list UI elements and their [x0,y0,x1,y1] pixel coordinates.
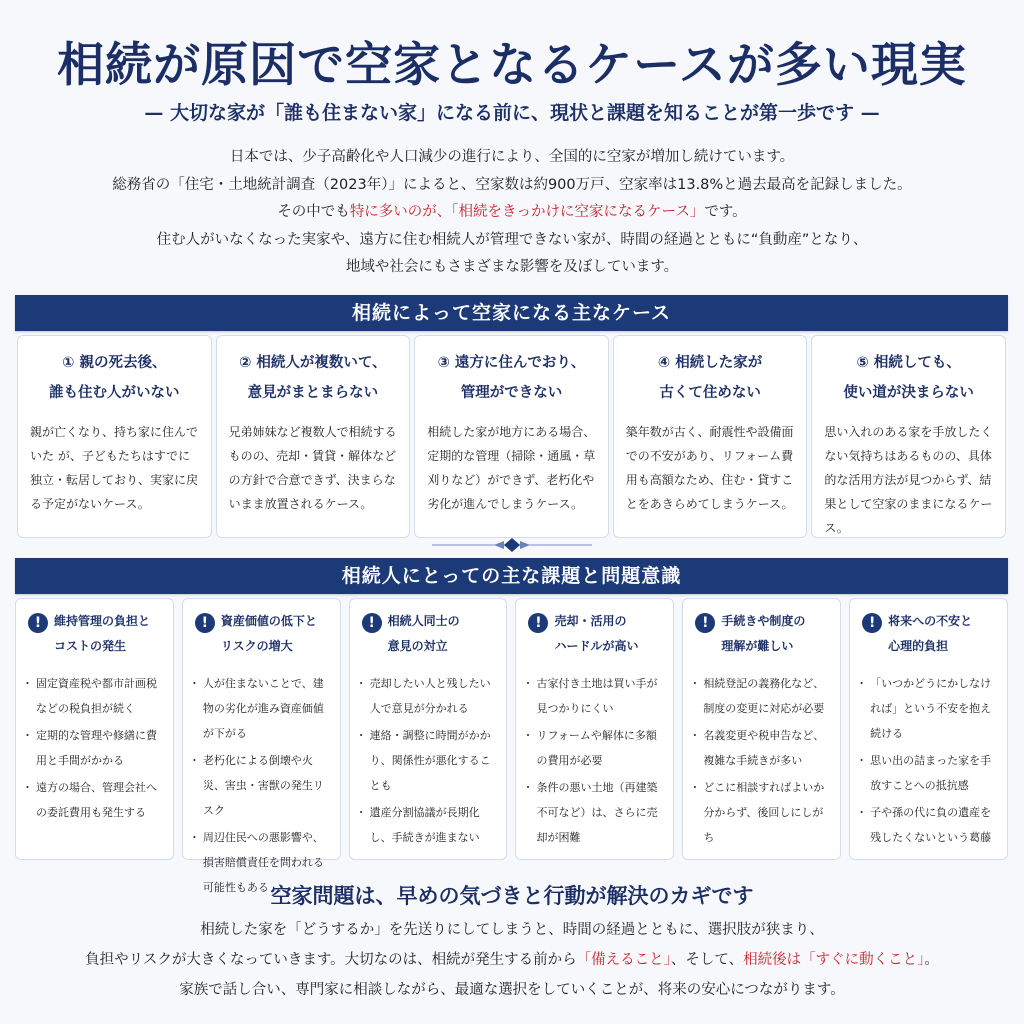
page-title: 相続が原因で空家となるケースが多い現実 [57,38,967,93]
issue-item: ・ リフォームや解体に多額の費用が必要 [524,723,667,773]
case-title-line: ① 親の死去後、 [62,355,167,371]
issue-title-line: 維持管理の負担と [54,614,151,628]
divider-ornament [432,535,592,555]
intro-text [0,144,1024,282]
issue-card [349,598,508,860]
issue-list [24,671,167,825]
cases-grid [17,335,1006,538]
issue-item: ・ 遺産分割協議が長期化し、手続きが進まない [358,800,501,850]
case-body: 築年数が古く、耐震性や設備面での不安があり、リフォーム費用も高額なため、住む・貸すことをあきらめてしまうケース。 [625,425,794,511]
case-title [30,348,199,408]
issue-title-line: 売却・活用の [554,614,627,628]
issue-title-line: コストの発生 [54,639,127,653]
case-card [216,335,411,538]
closing-text-span: 負担やリスクが大きくなっていきます。大切なのは、相続が発生する前から [85,952,577,968]
page-subtitle: — 大切な家が「誰も住まない家」になる前に、現状と課題を知ることが第一歩です — [144,102,880,124]
issue-item: ・ 名義変更や税申告など、複雑な手続きが多い [691,723,834,773]
case-body: 思い入れのある家を手放したくない気持ちはあるものの、具体的な活用方法が見つからず、結果として空家のままになるケース。 [824,425,993,535]
issue-list [524,671,667,850]
issue-title-line: 将来への不安と [888,614,973,628]
issue-card [682,598,841,860]
case-title [626,348,795,408]
issue-card [515,598,674,860]
closing-text-span: 。 [924,952,939,968]
exclamation-icon: ! [28,613,48,633]
issue-item: ・ 固定資産税や都市計画税などの税負担が続く [24,671,167,721]
issue-title-line: 資産価値の低下と [220,614,317,628]
issue-item: ・ 思い出の詰まった家を手放すことへの抵抗感 [858,748,1001,798]
case-card [613,335,808,538]
case-card [414,335,609,538]
issue-title [388,609,460,659]
closing-text-span: 、そして、 [670,952,744,968]
issue-card [15,598,174,860]
case-title-line: ⑤ 相続しても、 [856,355,961,371]
case-title-line: 使い道が決まらない [843,385,974,401]
closing-highlight: 「備えること」 [576,952,671,968]
issue-item: ・ どこに相談すればよいか分からず、後回しにしがち [691,775,834,850]
closing-line: 家族で話し合い、専門家に相談しながら、最適な選択をしていくことが、将来の安心につながります。 [179,982,845,998]
case-title [824,348,993,408]
closing-text [0,915,1024,1005]
case-title-line: ③ 遠方に住んでおり、 [437,355,586,371]
intro-highlight: 特に多いのが、「相続をきっかけに空家になるケース」 [349,204,705,220]
issue-item: ・ 相続登記の義務化など、制度の変更に対応が必要 [691,671,834,721]
issue-list [191,671,334,900]
issue-title-line: 手続きや制度の [721,614,806,628]
cases-heading: 相続によって空家になる主なケース [15,295,1008,331]
issue-item: ・ 定期的な管理や修繕に費用と手間がかかる [24,723,167,773]
issues-grid [15,598,1008,894]
closing-line: 相続した家を「どうするか」を先送りにしてしまうと、時間の経過とともに、選択肢が狭まり、 [200,922,824,938]
issue-list [691,671,834,850]
issue-title [554,609,638,659]
issue-card [849,598,1008,860]
case-card [17,335,212,538]
issue-title [721,609,805,659]
issue-title-line: 相続人同士の [387,614,460,628]
case-title [229,348,398,408]
intro-line: 総務省の「住宅・土地統計調査（2023年）」によると、空家数は約900万戸、空家率は13.8%と過去最高を記録しました。 [112,176,912,193]
case-title-line: 誰も住む人がいない [49,385,180,401]
issue-title-line: ハードルが高い [554,639,639,653]
issue-item: ・ 連絡・調整に時間がかかり、関係性が悪化することも [358,723,501,798]
case-title-line: ④ 相続した家が [657,355,763,371]
issue-header [358,609,501,659]
issue-item: ・ 人が住まないことで、建物の劣化が進み資産価値が下がる [191,671,334,746]
issue-item: ・ 周辺住民への悪影響や、損害賠償責任を問われる可能性もある [191,825,334,900]
intro-line [0,199,1024,227]
issue-header [24,609,167,659]
exclamation-icon: ! [362,613,382,633]
case-title-line: 管理ができない [460,385,563,401]
closing-line [0,945,1024,975]
issue-list [858,671,1001,850]
issue-item: ・ 遠方の場合、管理会社への委託費用も発生する [24,775,167,825]
issue-item: ・ 古家付き土地は買い手が見つかりにくい [524,671,667,721]
issue-title-line: 心理的負担 [888,639,949,653]
intro-text-span: です。 [704,204,747,220]
issue-header [191,609,334,659]
intro-line: 日本では、少子高齢化や人口減少の進行により、全国的に空家が増加し続けています。 [229,149,795,165]
issue-title-line: リスクの増大 [220,639,293,653]
intro-line: 住む人がいなくなった実家や、遠方に住む相続人が管理できない家が、時間の経過とともに“負動産”となり、 [156,231,868,248]
case-body: 親が亡くなり、持ち家に住んでいた が、子どもたちはすでに独立・転居しており、実家に戻る予定がないケース。 [30,425,199,511]
issue-item: ・ 条件の悪い土地（再建築不可など）は、さらに売却が困難 [524,775,667,850]
exclamation-icon: ! [195,613,215,633]
issue-header [524,609,667,659]
issue-list [358,671,501,850]
exclamation-icon: ! [862,613,882,633]
issue-card [182,598,341,894]
issue-title [888,609,972,659]
exclamation-icon: ! [695,613,715,633]
issue-header [858,609,1001,659]
issue-header [691,609,834,659]
exclamation-icon: ! [528,613,548,633]
issue-title-line: 意見の対立 [387,639,448,653]
closing-highlight: 相続後は「すぐに動くこと」 [743,952,925,968]
intro-text-span: その中でも [277,204,350,220]
case-title [427,348,596,408]
case-title-line: 古くて住めない [659,385,761,401]
issue-title [54,609,150,659]
case-body: 兄弟姉妹など複数人で相続するものの、売却・賃貸・解体などの方針で合意できず、決まらないまま放置されるケース。 [228,425,397,511]
issue-item: ・ 老朽化による倒壊や火災、害虫・害獣の発生リスク [191,748,334,823]
issue-title [221,609,317,659]
closing-title: 空家問題は、早めの気づきと行動が解決のカギです [270,883,754,908]
case-title-line: ② 相続人が複数いて、 [239,355,387,371]
issue-title-line: 理解が難しい [721,639,794,653]
issue-item: ・ 子や孫の代に負の遺産を残したくないという葛藤 [858,800,1001,850]
case-card [811,335,1006,538]
case-body: 相続した家が地方にある場合、定期的な管理（掃除・通風・草刈りなど）ができず、老朽化や劣化が進んでしまうケース。 [427,425,596,511]
issue-item: ・ 売却したい人と残したい人で意見が分かれる [358,671,501,721]
issue-item: ・ 「いつかどうにかしなければ」という不安を抱え続ける [858,671,1001,746]
intro-line: 地域や社会にもさまざまな影響を及ぼしています。 [345,259,679,275]
issues-heading: 相続人にとっての主な課題と問題意識 [15,558,1008,594]
case-title-line: 意見がまとまらない [247,385,379,401]
